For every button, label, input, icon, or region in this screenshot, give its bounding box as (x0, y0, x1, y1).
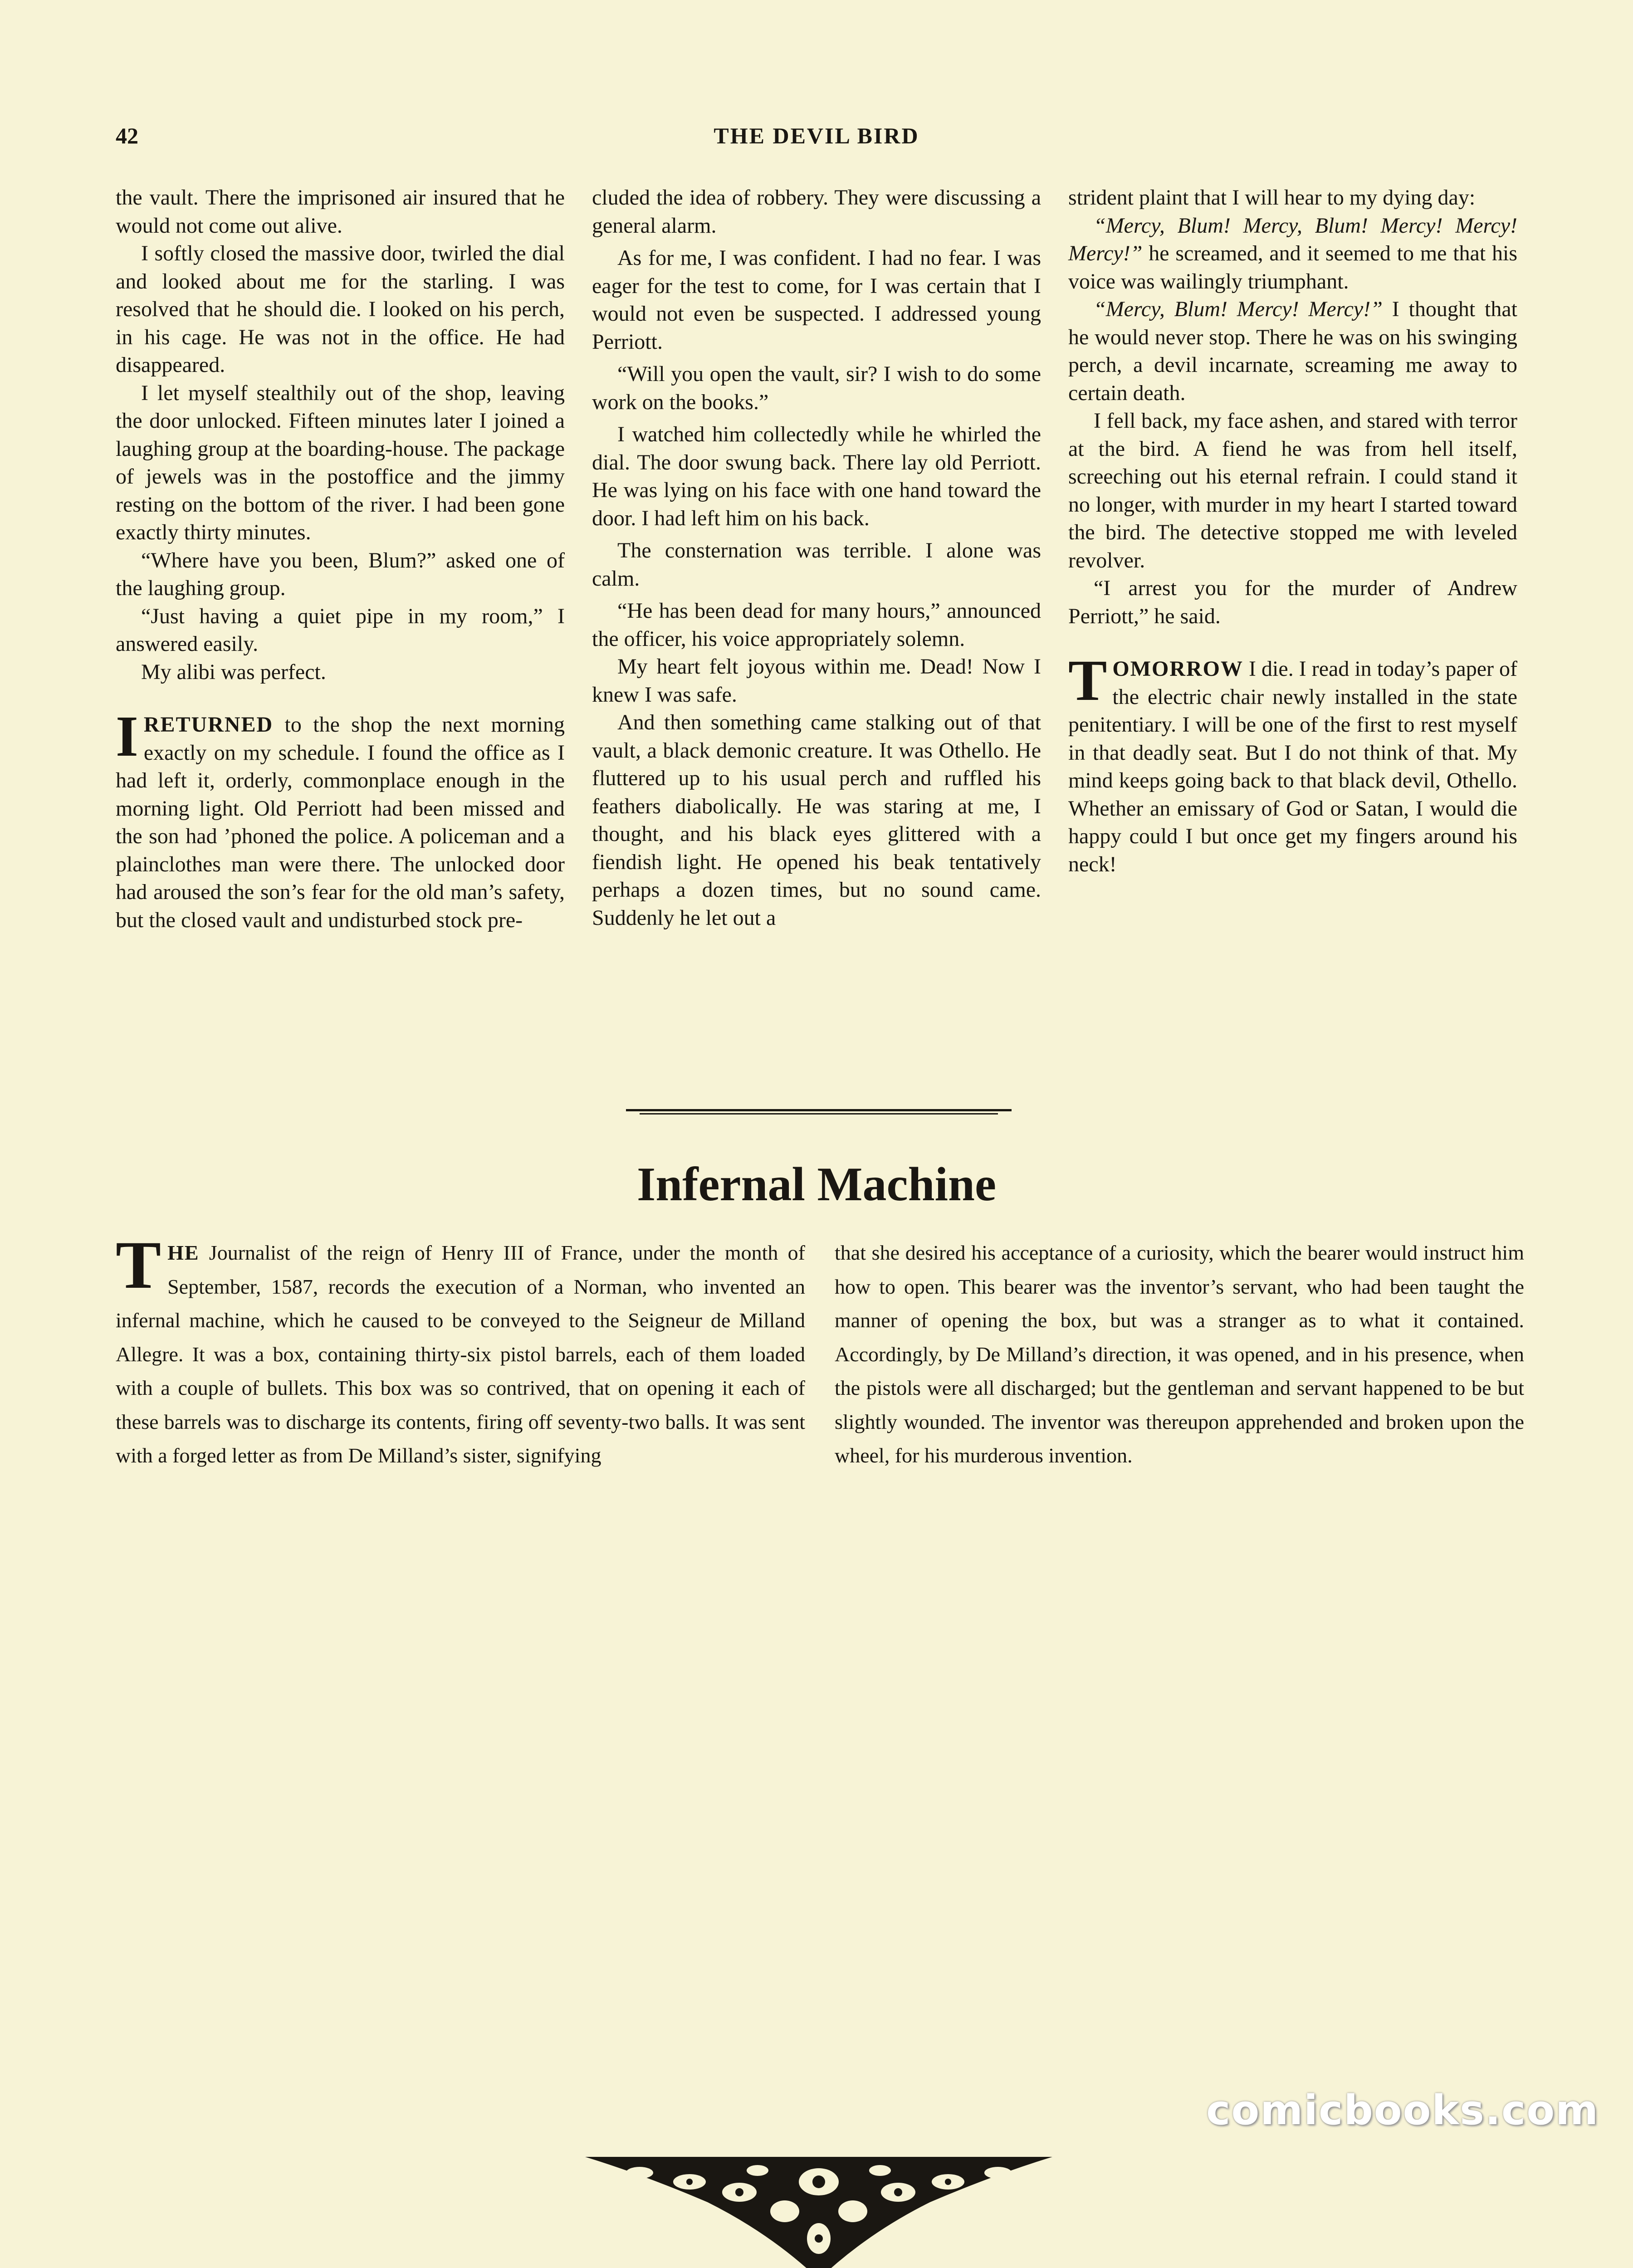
paragraph: cluded the idea of robbery. They were discussing a general alarm. (592, 186, 1041, 238)
running-header (116, 122, 1517, 154)
section-paragraph (116, 704, 565, 934)
paragraph: “Just having a quiet pipe in my room,” I answered easily. (116, 604, 565, 656)
story-column-2 (592, 184, 1041, 932)
paragraph (1068, 295, 1517, 407)
section-divider (626, 1109, 1012, 1115)
ornament-icon (585, 2148, 1052, 2268)
divider-rule (640, 1113, 998, 1114)
small-caps-lead: HE (167, 1241, 200, 1264)
paragraph (1068, 212, 1517, 296)
small-caps-lead: RETURNED (143, 713, 274, 737)
paragraph: the vault. There the imprisoned air insured that he would not come out alive. (116, 186, 565, 238)
paragraph: My alibi was perfect. (141, 660, 326, 684)
paragraph: I fell back, my face ashen, and stared with terror at the bird. A fiend he was from hell itself, screeching out his eternal refrain. I could stand it no longer, with murder in my heart I started toward the bird. The detective stopped me with leveled revolver. (1068, 409, 1517, 572)
paragraph: The consternation was terrible. I alone was calm. (592, 538, 1041, 591)
paragraph: And then something came stalking out of that vault, a black demonic creature. It was Othello. He fluttered up to his usual perch and ruffled his feathers diabolically. He was staring at me, I thought, and his black eyes glittered with a fiendish light. He opened his beak tentatively perhaps a dozen times, but no sound came. Suddenly he let out a (592, 710, 1041, 930)
article-text (116, 1227, 1524, 1554)
paragraph-text: to the shop the next morning exactly on my schedule. I found the office as I had left it, orderly, commonplace enough in the morning light. Old Perriott had been missed and the son had ’phoned the police. A policeman and a plainclothes man were there. The unlocked door had aroused the son’s fear for the old man’s safety, but the closed vault and undisturbed stock pre- (116, 713, 565, 932)
story-column-3 (1068, 184, 1517, 878)
paragraph-text: he screamed, and it seemed to me that his voice was wailingly triumphant. (1068, 241, 1517, 293)
bird-cry: “Mercy, Blum! Mercy, Blum! Mercy! Mercy! Mercy!” (1068, 213, 1517, 265)
paragraph: “I arrest you for the murder of Andrew Perriott,” he said. (1068, 576, 1517, 628)
drop-cap: I (116, 704, 138, 768)
paragraph: I watched him collectedly while he whirled the dial. The door swung back. There lay old Perriott. He was lying on his face with one hand toward the door. I had left him on his back. (592, 422, 1041, 530)
paragraph-text: Journalist of the reign of Henry III of France, under the month of September, 1587, records the execution of a Norman, who invented an infernal machine, which he caused to be conveyed to the Seigneur de Milland Allegre. It was a box, containing thirty-six pistol barrels, each of them loaded with a couple of bullets. This box was so contrived, that on opening it each of these barrels was to discharge its contents, firing off seventy-two balls. It was sent with a forged letter as from De Milland’s sister, signifying (116, 1241, 805, 1467)
paragraph: I let myself stealthily out of the shop, leaving the door unlocked. Fifteen minutes later I joined a laughing group at the boarding-house. The package of jewels was in the postoffice and the jimmy resting on the bottom of the river. I had been gone exactly thirty minutes. (116, 381, 565, 544)
watermark: comicbooks.com (1206, 2087, 1599, 2134)
section-paragraph (1068, 648, 1517, 878)
divider-rule (626, 1109, 1012, 1111)
paragraph-text: I die. I read in today’s paper of the electric chair newly installed in the state penitentiary. I will be one of the first to rest myself in that deadly seat. But I do not think of that. My mind keeps going back to that black devil, Othello. Whether an emissary of God or Satan, I would die happy could I but once get my fingers around his neck! (1068, 657, 1517, 876)
story-text (116, 184, 1517, 1077)
drop-cap: T (116, 1227, 161, 1303)
paragraph-text: I thought that he would never stop. There he was on his swinging perch, a devil incarnate, screaming me away to certain death. (1068, 297, 1517, 405)
paragraph: As for me, I was confident. I had no fear. I was eager for the test to come, for I was certain that I would not even be suspected. I addressed young Perriott. (592, 246, 1041, 354)
paragraph: strident plaint that I will hear to my dying day: (1068, 186, 1476, 210)
paragraph: “Will you open the vault, sir? I wish to do some work on the books.” (592, 362, 1041, 414)
story-column-1 (116, 184, 565, 934)
article-title: Infernal Machine (637, 1158, 996, 1211)
paragraph: that she desired his acceptance of a curiosity, which the bearer would instruct him how to open. This bearer was the inventor’s servant, who had been taught the manner of opening the box, but was a stranger as to what it contained. Accordingly, by De Milland’s direction, it was opened, and in his presence, when the pistols were all discharged; but the gentleman and servant happened to be but slightly wounded. The inventor was thereupon apprehended and broken upon the wheel, for his murderous invention. (835, 1241, 1524, 1467)
article-column-2 (835, 1236, 1524, 1473)
paragraph: “He has been dead for many hours,” announced the officer, his voice appropriately solemn. (592, 599, 1041, 651)
paragraph: I softly closed the massive door, twirled the dial and looked about me for the starling. I was resolved that he should die. I looked on his perch, in his cage. He was not in the office. He had disappeared. (116, 241, 565, 377)
paragraph (116, 1227, 805, 1473)
paragraph: My heart felt joyous within me. Dead! Now I knew I was safe. (592, 655, 1041, 707)
running-title: THE DEVIL BIRD (714, 123, 919, 148)
paragraph: “Where have you been, Blum?” asked one of the laughing group. (116, 548, 565, 600)
bird-cry: “Mercy, Blum! Mercy! Mercy!” (1094, 297, 1383, 321)
page-number: 42 (116, 123, 138, 148)
article-column-1 (116, 1227, 805, 1473)
drop-cap: T (1068, 648, 1107, 713)
small-caps-lead: OMORROW (1112, 657, 1244, 681)
